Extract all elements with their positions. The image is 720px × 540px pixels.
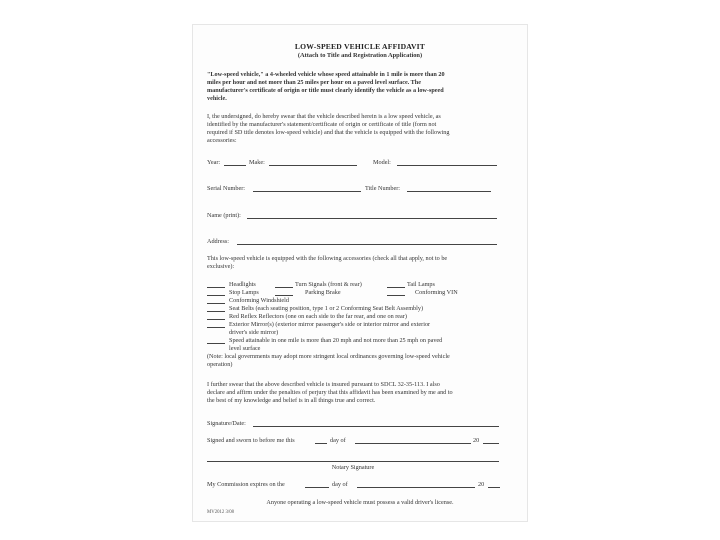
- commission-day-of-label: day of: [332, 481, 348, 488]
- serial-label: Serial Number:: [207, 185, 245, 192]
- oath-line-4: accessories:: [207, 137, 237, 144]
- address-label: Address:: [207, 238, 229, 245]
- sworn-day-of-label: day of: [330, 437, 346, 444]
- sworn-year-field[interactable]: [483, 443, 499, 444]
- sworn-month-field[interactable]: [355, 443, 471, 444]
- signature-label: Signature/Date:: [207, 420, 246, 427]
- definition-line-3: manufacturer's certificate of origin or title must clearly identify the vehicle as a low-speed: [207, 87, 444, 94]
- definition-line-2: miles per hour and not more than 25 miles per hour on a paved level surface. The: [207, 79, 421, 86]
- name-field[interactable]: [247, 218, 497, 219]
- conforming-vin-label: Conforming VIN: [415, 289, 458, 296]
- headlights-label: Headlights: [229, 281, 256, 288]
- commission-year-field[interactable]: [488, 487, 500, 488]
- mirrors-label-1: Exterior Mirror(s) (exterior mirror passenger's side or interior mirror and exterior: [229, 321, 431, 328]
- serial-field[interactable]: [253, 191, 361, 192]
- mirrors-checkbox[interactable]: [207, 327, 225, 328]
- insurance-line-3: the best of my knowledge and belief is in all things true and correct.: [207, 397, 376, 404]
- conforming-vin-checkbox[interactable]: [387, 295, 405, 296]
- stop-lamps-label: Stop Lamps: [229, 289, 259, 296]
- note-line-1: (Note: local governments may adopt more stringent local ordinances governing low-speed vehicle: [207, 353, 450, 360]
- form-code: MV2012 3/08: [207, 510, 235, 515]
- commission-month-field[interactable]: [357, 487, 475, 488]
- sworn-day-field[interactable]: [315, 443, 327, 444]
- tail-lamps-checkbox[interactable]: [387, 287, 405, 288]
- seat-belts-label: Seat Belts (each seating position, type 1 or 2 Conforming Seat Belt Assembly): [229, 305, 424, 312]
- oath-line-3: required if SD title denotes low-speed vehicle) and that the vehicle is equipped with the following: [207, 129, 450, 136]
- reflectors-label: Red Reflex Reflectors (one on each side to the far rear, and one on rear): [229, 313, 407, 320]
- turn-signals-checkbox[interactable]: [275, 287, 293, 288]
- insurance-line-1: I further swear that the above described vehicle is insured pursuant to SDCL 32-35-113. I also: [207, 381, 440, 388]
- year-field[interactable]: [224, 165, 246, 166]
- reflectors-checkbox[interactable]: [207, 319, 225, 320]
- seat-belts-checkbox[interactable]: [207, 311, 225, 312]
- notary-signature-field[interactable]: [207, 461, 499, 462]
- turn-signals-label: Turn Signals (front & rear): [295, 281, 362, 288]
- equipment-intro-line-2: exclusive):: [207, 263, 235, 270]
- form-subtitle: (Attach to Title and Registration Application): [297, 52, 423, 59]
- make-field[interactable]: [269, 165, 357, 166]
- oath-line-2: identified by the manufacturer's statement/certificate of origin or certificate of title (form not: [207, 121, 437, 128]
- insurance-line-2: declare and affirm under the penalties of perjury that this affidavit has been examined by me and to: [207, 389, 453, 396]
- parking-brake-checkbox[interactable]: [275, 295, 293, 296]
- name-label: Name (print):: [207, 212, 241, 219]
- note-line-2: operation): [207, 361, 233, 368]
- speed-label-1: Speed attainable in one mile is more than 20 mph and not more than 25 mph on paved: [229, 337, 443, 344]
- sworn-year-prefix: 20: [473, 437, 480, 444]
- speed-checkbox[interactable]: [207, 343, 225, 344]
- windshield-label: Conforming Windshield: [229, 297, 289, 304]
- oath-line-1: I, the undersigned, do hereby swear that the vehicle described herein is a low speed vehicle, as: [207, 113, 441, 120]
- form-title: LOW-SPEED VEHICLE AFFIDAVIT: [294, 42, 426, 51]
- windshield-checkbox[interactable]: [207, 303, 225, 304]
- affidavit-page: [192, 24, 528, 522]
- notary-label: Notary Signature: [331, 464, 375, 471]
- mirrors-label-2: driver's side mirror): [229, 329, 279, 336]
- tail-lamps-label: Tail Lamps: [407, 281, 435, 288]
- sworn-label: Signed and sworn to before me this: [207, 437, 295, 444]
- signature-field[interactable]: [253, 426, 499, 427]
- title-number-field[interactable]: [407, 191, 491, 192]
- speed-label-2: level surface: [229, 345, 261, 352]
- parking-brake-label: Parking Brake: [305, 289, 341, 296]
- equipment-intro-line-1: This low-speed vehicle is equipped with the following accessories (check all that apply, not to be: [207, 255, 448, 262]
- model-field[interactable]: [397, 165, 497, 166]
- license-notice: Anyone operating a low-speed vehicle must possess a valid driver's license.: [266, 499, 454, 506]
- make-label: Make:: [249, 159, 265, 166]
- stop-lamps-checkbox[interactable]: [207, 295, 225, 296]
- title-number-label: Title Number:: [365, 185, 401, 192]
- definition-line-1: "Low-speed vehicle," a 4-wheeled vehicle whose speed attainable in 1 mile is more than 20: [207, 71, 445, 78]
- headlights-checkbox[interactable]: [207, 287, 225, 288]
- year-label: Year:: [207, 159, 221, 166]
- commission-day-field[interactable]: [305, 487, 329, 488]
- commission-year-prefix: 20: [478, 481, 485, 488]
- address-field[interactable]: [237, 244, 497, 245]
- commission-label: My Commission expires on the: [207, 481, 285, 488]
- definition-line-4: vehicle.: [207, 95, 227, 102]
- model-label: Model:: [373, 159, 391, 166]
